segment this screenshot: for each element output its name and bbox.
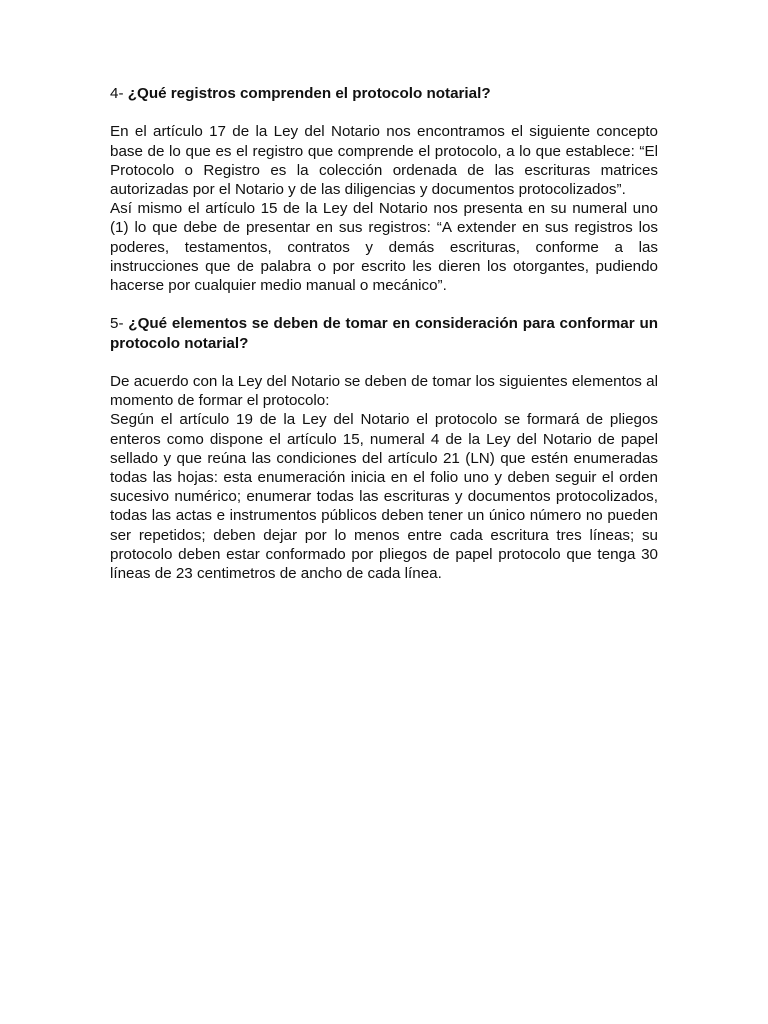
section-5-paragraph-2: Según el artículo 19 de la Ley del Notario el protocolo se formará de pliegos enteros como dispone el artículo 15, numeral 4 de la Ley del Notario de papel sellado y que reúna las condiciones del artículo 21 (LN) que estén enumeradas todas las hojas: esta enumeración inicia en el folio uno y deben seguir el orden sucesivo numérico; enumerar todas las escrituras y documentos protocolizados, todas las actas e instrumentos públicos deben tener un único número no pueden ser repetidos; deben dejar por lo menos entre cada escritura tres líneas; su protocolo deben estar conformado por pliegos de papel protocolo que tenga 30 líneas de 23 centimetros de ancho de cada línea.	[110, 411, 658, 583]
document-page	[110, 84, 658, 583]
section-4-paragraph-2: Así mismo el artículo 15 de la Ley del Notario nos presenta en su numeral uno (1) lo que debe de presentar en sus registros: “A extender en sus registros los poderes, testamentos, contratos y demás escrituras, conforme a las instrucciones que de palabra o por escrito les dieren los otorgantes, pudiendo hacerse por cualquier medio manual o mecánico”.	[110, 200, 658, 295]
section-5-heading	[110, 314, 658, 352]
section-4-question: ¿Qué registros comprenden el protocolo notarial?	[127, 85, 491, 102]
section-5-question: ¿Qué elementos se deben de tomar en consideración para conformar un protocolo notarial?	[110, 315, 658, 352]
section-4-heading	[110, 84, 658, 103]
section-4-paragraph-1: En el artículo 17 de la Ley del Notario nos encontramos el siguiente concepto base de lo que es el registro que comprende el protocolo, a lo que establece: “El Protocolo o Registro es la colección ordenada de las escrituras matrices autorizadas por el Notario y de las diligencias y documentos protocolizados”.	[110, 123, 658, 198]
section-5-paragraph-1: De acuerdo con la Ley del Notario se deben de tomar los siguientes elementos al momento de formar el protocolo:	[110, 373, 658, 410]
section-4-number: 4-	[110, 85, 128, 102]
section-5-number: 5-	[110, 315, 129, 333]
section-spacer	[110, 295, 658, 314]
